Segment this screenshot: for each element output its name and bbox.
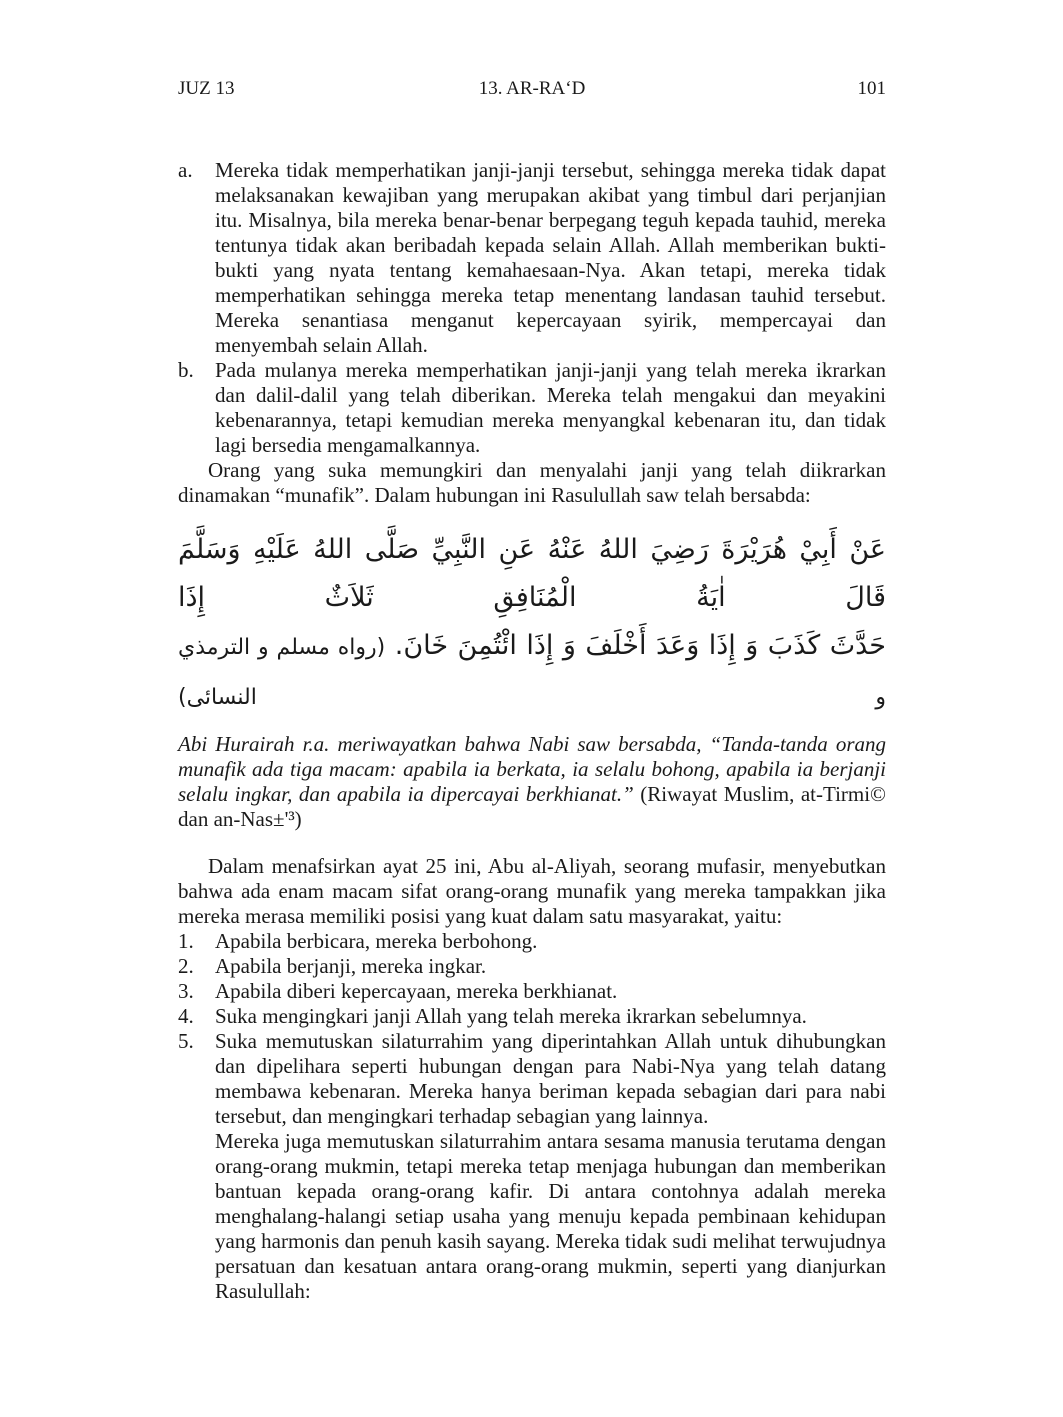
hadith-reference: (رواه مسلم و الترمذي و النسائى)	[178, 635, 886, 710]
list-marker: a.	[178, 158, 193, 182]
running-header	[178, 76, 886, 102]
list-item-text: Apabila berjanji, mereka ingkar.	[215, 954, 487, 978]
spacer	[178, 832, 886, 854]
trait-item-1	[178, 929, 886, 954]
trait-item-3	[178, 979, 886, 1004]
list-item-b	[178, 358, 886, 458]
translation-source: (Riwayat Muslim, at-Tirmi© dan an-Nas±'³)	[178, 782, 887, 831]
hadith-translation	[178, 732, 886, 832]
trait-item-4	[178, 1004, 886, 1029]
list-marker: 4.	[178, 1004, 194, 1028]
juz-label: JUZ 13	[178, 78, 235, 99]
hadith-line-1: عَنْ أَبِيْ هُرَيْرَةَ رَضِيَ اللهُ عَنْهُ عَنِ النَّبِيِّ صَلَّى اللهُ عَلَيْهِ وَسَلَّمَ قَالَ اٰيَةُ الْمُنَافِقِ ثَلاَثٌ إِذَا	[178, 534, 886, 613]
hadith-arabic	[178, 526, 886, 722]
hadith-line-2-text: حَدَّثَ كَذَبَ وَ إِذَا وَعَدَ أَخْلَفَ وَ إِذَا ائْتُمِنَ خَانَ.	[394, 630, 886, 661]
trait-item-2	[178, 954, 886, 979]
list-marker: 3.	[178, 979, 194, 1003]
translation-text: Abi Hurairah r.a. meriwayatkan bahwa Nabi saw bersabda, “Tanda-tanda orang munafik ada tiga macam: apabila ia berkata, ia selalu bohong, apabila ia berjanji selalu ingkar, dan apabila ia dipercayai berkhianat.”	[178, 732, 886, 806]
list-marker: b.	[178, 358, 194, 382]
list-item-text: Mereka tidak memperhatikan janji-janji tersebut, sehingga mereka tidak dapat melaksanakan kewajiban yang merupakan akibat yang timbul dari perjanjian itu. Misalnya, bila mereka benar-benar berpegang teguh kepada tauhid, mereka tentunya tidak akan beribadah kepada selain Allah. Allah memberikan bukti-bukti yang nyata tentang kemahaesaan-Nya. Akan tetapi, mereka tidak memperhatikan sehingga mereka tetap menentang landasan tauhid tersebut. Mereka senantiasa menganut kepercayaan syirik, mempercayai dan menyembah selain Allah.	[215, 158, 886, 357]
list-item-text: Suka memutuskan silaturrahim yang diperintahkan Allah untuk dihubungkan dan dipelihara seperti hubungan dengan para Nabi-Nya yang telah datang membawa kebenaran. Mereka hanya beriman kepada sebagian dari para nabi tersebut, dan mengingkari terhadap sebagian yang lainnya.	[215, 1029, 886, 1128]
hadith-line-2	[178, 622, 886, 722]
list-item-text: Suka mengingkari janji Allah yang telah mereka ikrarkan sebelumnya.	[215, 1004, 807, 1028]
paragraph-aliyah: Dalam menafsirkan ayat 25 ini, Abu al-Aliyah, seorang mufasir, menyebutkan bahwa ada enam macam sifat orang-orang munafik yang mereka tampakkan jika mereka merasa memiliki posisi yang kuat dalam satu masyarakat, yaitu:	[178, 854, 886, 928]
trait-5-continuation: Mereka juga memutuskan silaturrahim antara sesama manusia terutama dengan orang-orang mukmin, tetapi mereka tetap menjaga hubungan dan memberikan bantuan kepada orang-orang kafir. Di antara contohnya adalah mereka menghalang-halangi setiap usaha yang menuju kepada pembinaan kehidupan yang harmonis dan penuh kasih sayang. Mereka tidak sudi melihat terwujudnya persatuan dan kesatuan antara orang-orang mukmin, seperti yang dianjurkan Rasulullah:	[215, 1129, 886, 1303]
paragraph-munafik: Orang yang suka memungkiri dan menyalahi janji yang telah diikrarkan dinamakan “munafik”. Dalam hubungan ini Rasulullah saw telah bersabda:	[178, 458, 886, 507]
list-item-text: Pada mulanya mereka memperhatikan janji-janji yang telah mereka ikrarkan dan dalil-dalil yang telah diberikan. Mereka telah mengakui dan meyakini kebenarannya, tetapi kemudian mereka menyangkal kebenaran itu, dan tidak lagi bersedia mengamalkannya.	[215, 358, 886, 457]
list-marker: 5.	[178, 1029, 194, 1053]
page-number: 101	[857, 78, 886, 99]
list-item-text: Apabila berbicara, mereka berbohong.	[215, 929, 538, 953]
list-item-a	[178, 158, 886, 358]
trait-item-5	[178, 1029, 886, 1129]
page-body	[178, 158, 886, 1304]
list-marker: 1.	[178, 929, 194, 953]
chapter-title: 13. AR-RA‘D	[478, 78, 586, 99]
list-marker: 2.	[178, 954, 194, 978]
list-item-text: Apabila diberi kepercayaan, mereka berkhianat.	[215, 979, 618, 1003]
